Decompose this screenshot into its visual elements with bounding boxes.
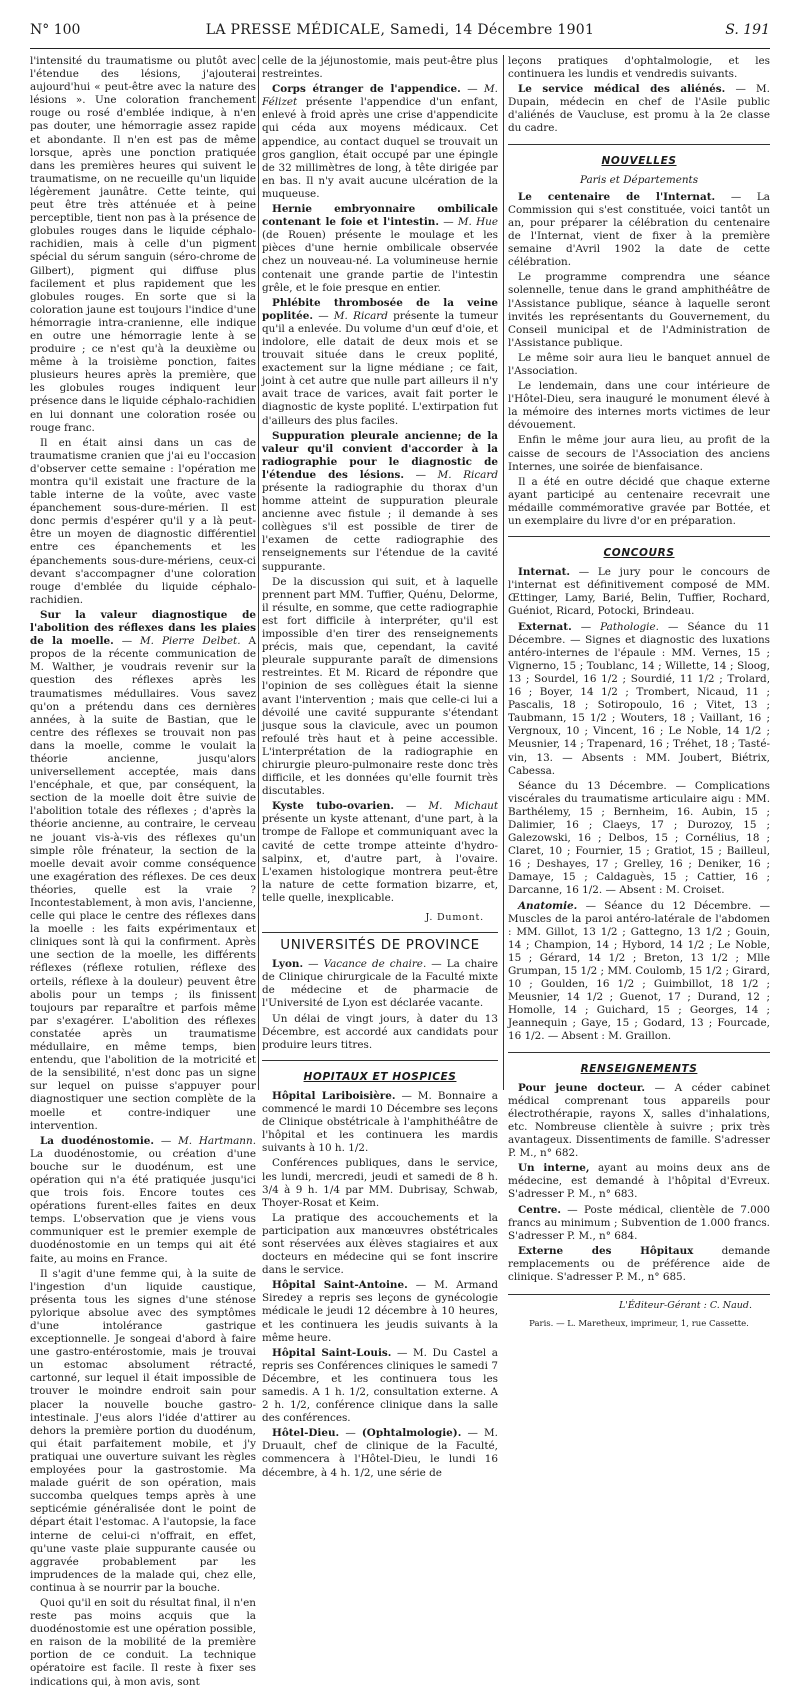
journal-title: LA PRESSE MÉDICALE, Samedi, 14 Décembre 1901 bbox=[205, 22, 595, 38]
section-title-hospitals bbox=[262, 1060, 498, 1084]
section-title-universities: UNIVERSITÉS DE PROVINCE bbox=[280, 937, 480, 954]
article-heading: Suppuration pleurale ancienne; de la valeur qu'il convient d'accorder à la radiographie pour le diagnostic de l'étendue des lésions. bbox=[262, 429, 498, 481]
item-body: M. Du Castel a repris ses Conférences cliniques le samedi 7 Décembre, et les continuera tous les samedis. A 1 h. 1/2, consultation externe. A 2 h. 1/2, conférence clinique dans la salle des conférences. bbox=[262, 1346, 498, 1425]
news-item: Pour jeune docteur. — A céder cabinet médical comprenant tous appareils pour électrothérapie, rayons X, salles d'inhalations, etc. Nombreuse clientèle à suivre ; prix très avantageux. Dissentiments de famille. S'adresser P. M., n° 682. bbox=[508, 1081, 770, 1160]
article-author: M. Ricard bbox=[333, 309, 388, 322]
item-body: M. Druault, chef de clinique de la Faculté, commencera à l'Hôtel-Dieu, le lundi 16 décembre, à 4 h. 1/2, une série de bbox=[262, 1427, 498, 1479]
section-subtitle: Paris et Départements bbox=[579, 173, 699, 186]
column-right bbox=[508, 55, 771, 1330]
column-left bbox=[30, 55, 256, 1688]
footer-rule bbox=[508, 1294, 770, 1295]
section-title-concours bbox=[508, 536, 770, 560]
article-heading: La duodénostomie. bbox=[40, 1134, 155, 1147]
item-body: Poste médical, clientèle de 7.000 francs au minimum ; Subvention de 1.000 francs. S'adresser P. M., n° 684. bbox=[508, 1203, 770, 1242]
article-heading: Corps étranger de l'appendice. bbox=[272, 83, 461, 96]
article-heading: Sur la valeur diagnostique de l'abolition des réflexes dans les plaies de la moelle. bbox=[30, 608, 256, 648]
item-body: M. Dupain, médecin en chef de l'Asile public d'aliénés de Vaucluse, est promu à la 2e classe du cadre. bbox=[508, 83, 770, 135]
news-item: Centre. — Poste médical, clientèle de 7.000 francs au minimum ; Subvention de 1.000 francs. S'adresser P. M., n° 684. bbox=[508, 1203, 770, 1242]
article-body: présente l'appendice d'un enfant, enlevé à froid après une crise d'appendicite qui céda aux moyens médicaux. Cet appendice, au contact duquel se trouvait un gros ganglion, était occupé par une épingle de 32 millimètres de long, à tête dirigée par en bas. Il n'y avait aucune ulcération de la muqueuse. bbox=[262, 96, 498, 200]
item-body: La Commission qui s'est constituée, voici tantôt un an, pour préparer la célébration du centenaire de l'Internat, vient de fixer à la première semaine d'Avril 1902 la date de cette célébration. bbox=[508, 190, 771, 269]
article: Hernie embryonnaire ombilicale contenant le foie et l'intestin. — M. Hue (de Rouen) présente le moulage et les pièces d'une hernie ombilicale observée chez un nouveau-né. La volumineuse hernie contenait une grande partie de l'intestin grêle, et le foie presque en entier. bbox=[262, 203, 498, 294]
item-lead: Hôpital Saint-Antoine. bbox=[272, 1279, 408, 1292]
article: Corps étranger de l'appendice. — M. Félizet présente l'appendice d'un enfant, enlevé à froid après une crise d'appendicite qui céda aux moyens médicaux. Cet appendice, au contact duquel se trouvait un gros ganglion, était occupé par une épingle de 32 millimètres de long, à tête dirigée par en bas. Il n'y avait aucune ulcération de la muqueuse. bbox=[262, 83, 498, 200]
item-body: demande remplacements ou de préférence aide de clinique. S'adresser P. M., n° 685. bbox=[508, 1244, 770, 1283]
article-body: présente la tumeur qu'il a enlevée. Du volume d'un œuf d'oie, et indolore, elle datait de deux mois et se trouvait située dans le creux poplité, exactement sur la ligne médiane ; ce fait, joint à cet autre que nulle part ailleurs il n'y avait trace de varices, avait fait porter le diagnostic de kyste poplité. L'extirpation fut d'ailleurs des plus faciles. bbox=[262, 309, 499, 427]
paragraph: Le programme comprendra une séance solennelle, tenue dans le grand amphithéâtre de l'Assistance publique, séance à laquelle seront invités les représentants du Gouvernement, du Conseil municipal et de l'Administration de l'Assistance publique. bbox=[508, 271, 770, 349]
paragraph: Le même soir aura lieu le banquet annuel de l'Association. bbox=[508, 351, 770, 377]
paragraph: Séance du 13 Décembre. — Complications viscérales du traumatisme articulaire aigu : MM. Barthélemy, 15 ; Bernheim, 16. Aubin, 15 ; Dalimier, 16 ; Claeys, 17 ; Durozoy, 15 ; Galezowski, 16 ; Delbos, 15 ; Cornélius, 18 ; Claret, 10 ; Fournier, 15 ; Gratiot, 15 ; Bailleul, 16 ; Deshayes, 17 ; Grelley, 16 ; Deniker, 16 ; Damaye, 15 ; Caldaguès, 15 ; Cattier, 16 ; Darcanne, 16 1/2. — Absent : M. Croiset. bbox=[508, 779, 770, 897]
item-body: Séance du 11 Décembre. — Signes et diagnostic des luxations antéro-internes de l'épaule : MM. Vernes, 15 ; Vignerno, 15 ; Toublanc, 14 ; Willette, 14 ; Sloog, 13 ; Sourdel, 16 1/2 ; Sourdié, 11 1/2 ; Trolard, 16 ; Boyer, 14 1/2 ; Trombert, Nicaud, 11 ; Pascalis, 18 ; Sotiropoulo, 16 ; Vitet, 13 ; Taubmann, 15 1/2 ; Wouters, 18 ; Vaillant, 16 ; Vergnoux, 10 ; Vincent, 16 ; Le Noble, 14 1/2 ; Meusnier, 14 ; Trapenard, 16 ; Tréhet, 18 ; Tasté-vin, 13. — Absents : MM. Joubert, Biétrix, Cabessa. bbox=[508, 620, 770, 777]
item-body: Séance du 12 Décembre. — Muscles de la paroi antéro-latérale de l'abdomen : MM. Gillot, 13 1/2 ; Gattegno, 13 1/2 ; Gouin, 14 ; Champion, 14 ; Hybord, 14 1/2 ; Le Noble, 15 ; Gérard, 14 1/2 ; Breton, 13 1/2 ; Mlle Grumpan, 15 1/2 ; MM. Coulomb, 15 1/2 ; Girard, 10 ; Goulden, 16 1/2 ; Guimbillot, 18 1/2 ; Meusnier, 14 1/2 ; Guenot, 17 ; Durand, 12 ; Homolle, 14 ; Guichard, 15 ; Georges, 14 ; Jeannequin ; Gaye, 15 ; Godard, 13 ; Fourcade, 16 1/2. — Absent : M. Graillon. bbox=[508, 899, 770, 1043]
item-lead: Hôpital Saint-Louis. bbox=[272, 1346, 392, 1359]
item-body: Le jury pour le concours de l'internat est définitivement composé de MM. Œttinger, Lamy, Barié, Belin, Tuffier, Rochard, Guéniot, Ricard, Potocki, Brindeau. bbox=[508, 566, 770, 618]
article-author: M. Félizet bbox=[262, 83, 498, 109]
news-item: Lyon. — Vacance de chaire. — La chaire de Clinique chirurgicale de la Faculté mixte de médecine et de pharmacie de l'Université de Lyon est déclarée vacante. bbox=[262, 958, 498, 1010]
news-item: Internat. — Le jury pour le concours de l'internat est définitivement composé de MM. Œttinger, Lamy, Barié, Belin, Tuffier, Rochard, Guéniot, Ricard, Potocki, Brindeau. bbox=[508, 566, 770, 618]
paragraph: La pratique des accouchements et la participation aux manœuvres obstétricales sont réservées aux élèves stagiaires et aux docteurs en médecine qui se font inscrire dans le service. bbox=[262, 1211, 498, 1277]
item-lead: Hôtel-Dieu. bbox=[272, 1427, 340, 1440]
item-lead: Externat. bbox=[518, 620, 572, 633]
item-body: La chaire de Clinique chirurgicale de la Faculté mixte de médecine et de pharmacie de l'Université de Lyon est déclarée vacante. bbox=[262, 958, 498, 1010]
news-item bbox=[508, 1162, 770, 1201]
item-body: A céder cabinet médical comprenant tous appareils pour électrothérapie, rayons X, salles d'inhalations, etc. Nombreuse clientèle à suivre ; prix très avantageux. Dissentiments de famille. S'adresser P. M., n° 682. bbox=[508, 1081, 770, 1160]
article-body: A propos de la récente communication de M. Walther, je voudrais revenir sur la question des réflexes après les traumatismes médullaires. Vous savez qu'on a prétendu dans ces dernières années, à la suite de Bastian, que le centre des réflexes se trouvait non pas dans la moelle, comme le voulait la théorie ancienne, jusqu'alors universellement acceptée, mais dans l'encéphale, et que, par conséquent, la section de la moelle doit être suivie de l'abolition totale des réflexes ; d'après la théorie ancienne, au contraire, le cerveau ne jouant vis-à-vis des réflexes qu'un simple rôle frénateur, la section de la moelle devait avoir comme conséquence une exagération des réflexes. De ces deux théories, quelle est la vraie ? Incontestablement, à mon avis, l'ancienne, celle qui place le centre des réflexes dans la moelle : les faits expérimentaux et cliniques sont là qui la confirment. Après une section de la moelle, les différents réflexes (réflexe rotulien, réflexe des orteils, réflexe à la douleur) peuvent être abolis pour un temps ; ils finissent toujours par reparaître et parfois même par s'exagérer. L'abolition des réflexes constatée après un traumatisme médullaire, en même temps, bien entendu, que l'abolition de la motricité et de la sensibilité, n'est donc pas un signe sur lequel on puisse s'appuyer pour diagnostiquer une section complète de la moelle et contre-indiquer une intervention. bbox=[30, 635, 256, 1132]
news-item: Hôpital Lariboisière. — M. Bonnaire a commencé le mardi 10 Décembre ses leçons de Clinique obstétricale à l'amphithéâtre de l'hôpital et les continuera les mardis suivants à 10 h. 1/2. bbox=[262, 1089, 498, 1155]
item-body: ayant au moins deux ans de médecine, est demandé à l'hôpital d'Evreux. S'adresser P. M., n° 683. bbox=[508, 1162, 770, 1201]
article-heading: Phlébite thrombosée de la veine poplitée. bbox=[262, 296, 498, 322]
item-lead: Un interne, bbox=[518, 1162, 590, 1175]
signature: J. Dumont. bbox=[425, 912, 484, 923]
header-rule bbox=[30, 48, 770, 49]
item-subtitle: Pathologie. bbox=[600, 620, 659, 633]
section-rule bbox=[262, 932, 498, 933]
item-lead: Pour jeune docteur. bbox=[518, 1081, 646, 1094]
article-body: présente un kyste attenant, d'une part, à la trompe de Fallope et communiquant avec la cavité de cette trompe atteinte d'hydro-salpinx, et, d'autre part, à l'ovaire. L'examen histologique montrera peut-être la nature de cette formation bizarre, et, telle quelle, inexplicable. bbox=[262, 813, 498, 904]
article: Phlébite thrombosée de la veine poplitée. — M. Ricard présente la tumeur qu'il a enlevée. Du volume d'un œuf d'oie, et indolore, elle datait de deux mois et se trouvait située dans le creux poplité, exactement sur la ligne médiane ; ce fait, joint à cet autre que nulle part ailleurs il n'y avait trace de varices, avait fait porter le diagnostic de kyste poplité. L'extirpation fut d'ailleurs des plus faciles. bbox=[262, 296, 499, 427]
article-body: présente la radiographie du thorax d'un homme atteint de suppuration pleurale ancienne avec fistule ; il demande à ses collègues s'il est possible de tirer de l'examen de cette radiographie des renseignements sur l'étendue de la cavité suppurante. bbox=[262, 482, 498, 573]
section-title-text: CONCOURS bbox=[603, 547, 675, 560]
article-heading: Kyste tubo-ovarien. bbox=[272, 800, 394, 813]
paragraph: Il s'agit d'une femme qui, à la suite de l'ingestion d'un liquide caustique, présenta tous les signes d'une sténose pylorique absolue avec des symptômes d'une intolérance gastrique exceptionnelle. Je songeai d'abord à faire une gastro-entérostomie, mais je trouvai un estomac absolument rétracté, cartonné, sur lequel il était impossible de trouver le moindre endroit sain pour placer la nouvelle bouche gastro-intestinale. J'eus alors l'idée d'attirer au dehors la première portion du duodénum, qui était parfaitement mobile, et j'y pratiquai une ouverture suivant les règles employées pour la gastrostomie. Ma malade guérit de son opération, mais succomba quelques temps après à une septicémie généralisée dont le point de départ était l'estomac. A l'autopsie, la face interne de celui-ci n'offrait, en effet, qu'une vaste plaie suppurante causée ou aggravée probablement par les imprudences de la malade qui, chez elle, continua à se nourrir par la bouche. bbox=[30, 1267, 256, 1594]
editor-credit: L'Éditeur-Gérant : C. Naud. bbox=[618, 1300, 752, 1312]
item-lead: Internat. bbox=[518, 566, 571, 579]
paragraph: Conférences publiques, dans le service, les lundi, mercredi, jeudi et samedi de 8 h. 3/4 à 9 h. 1/4 par MM. Dubrisay, Schwab, Thoyer-Rosat et Keim. bbox=[262, 1157, 498, 1209]
paragraph: Enfin le même jour aura lieu, au profit de la caisse de secours de l'Association des anciens Internes, une soirée de bienfaisance. bbox=[508, 434, 770, 473]
paragraph: leçons pratiques d'ophtalmologie, et les continuera les lundis et vendredis suivants. bbox=[508, 55, 770, 81]
news-item: Hôpital Saint-Antoine. — M. Armand Siredey a repris ses leçons de gynécologie médicale le jeudi 12 décembre à 10 heures, et les continuera les jeudis suivants à la même heure. bbox=[262, 1279, 499, 1344]
paragraph: l'intensité du traumatisme ou plutôt avec l'étendue des lésions, j'ajouterai aujourd'hui « peut-être avec la nature des lésions ». Une coloration franchement rouge ou rosé d'emblée indique, à n'en pas douter, une hémorragie assez rapide et abondante. Il n'en est pas de même lorsque, après une ponction pratiquée dans les premières heures qui suivent le traumatisme, on ne recueille qu'un liquide légèrement jaunâtre. Cette teinte, qui peut être très atténuée et à peine perceptible, tient non pas à la présence de globules rouges dans le liquide céphalo-rachidien, mais à celle d'un pigment spécial du sérum sanguin (séro-chrome de Gilbert), pigment qui diffuse plus facilement et plus rapidement que les globules rouges. En sorte que si la coloration jaune est toujours l'indice d'une hémorragie intra-cranienne, elle indique en outre une hémorragie lente à se produire ; ce n'est qu'à la deuxième ou même à la troisième ponction, faites plusieurs heures après la première, que les globules rouges indiquent leur présence dans le liquide céphalo-rachidien en lui donnant une coloration rosée ou rouge franc. bbox=[30, 55, 256, 434]
news-item: Anatomie. — Séance du 12 Décembre. — Muscles de la paroi antéro-latérale de l'abdomen : MM. Gillot, 13 1/2 ; Gattegno, 13 1/2 ; Gouin, 14 ; Champion, 14 ; Hybord, 14 1/2 ; Le Noble, 15 ; Gérard, 14 1/2 ; Breton, 13 1/2 ; Mlle Grumpan, 15 1/2 ; MM. Coulomb, 15 1/2 ; Girard, 10 ; Goulden, 16 1/2 ; Guimbillot, 18 1/2 ; Meusnier, 14 1/2 ; Guenot, 17 ; Durand, 12 ; Homolle, 14 ; Guichard, 15 ; Georges, 14 ; Jeannequin ; Gaye, 15 ; Godard, 13 ; Fourcade, 16 1/2. — Absent : M. Graillon. bbox=[508, 899, 770, 1043]
article-author: M. Hartmann. bbox=[178, 1134, 256, 1147]
article-heading: Hernie embryonnaire ombilicale contenant le foie et l'intestin. bbox=[262, 203, 498, 229]
article: La duodénostomie. — M. Hartmann. La duodénostomie, ou création d'une bouche sur le duodénum, est une opération qui n'a été pratiquée jusqu'ici que trois fois. Encore toutes ces opérations furent-elles faites en deux temps. L'observation que je viens vous communiquer est le premier exemple de duodénostomie en un temps qui ait été faite, au moins en France. bbox=[30, 1134, 256, 1265]
news-item bbox=[508, 1245, 770, 1284]
item-lead-sub: (Ophtalmologie). bbox=[361, 1427, 462, 1440]
item-body: M. Armand Siredey a repris ses leçons de gynécologie médicale le jeudi 12 décembre à 10 heures, et les continuera les jeudis suivants à la même heure. bbox=[262, 1279, 499, 1344]
news-item: Le service médical des aliénés. — M. Dupain, médecin en chef de l'Asile public d'aliénés de Vaucluse, est promu à la 2e classe du cadre. bbox=[508, 83, 770, 135]
paragraph: celle de la jéjunostomie, mais peut-être plus restreintes. bbox=[262, 55, 498, 81]
article-body: La duodénostomie, ou création d'une bouche sur le duodénum, est une opération qui n'a été pratiquée jusqu'ici que trois fois. Encore toutes ces opérations furent-elles faites en deux temps. L'observation que je viens vous communiquer est le premier exemple de duodénostomie en un temps qui ait été faite, au moins en France. bbox=[30, 1147, 256, 1265]
item-lead: Anatomie. bbox=[518, 899, 578, 912]
item-lead: Le service médical des aliénés. bbox=[518, 83, 726, 96]
section-title-text: NOUVELLES bbox=[601, 154, 677, 167]
item-lead: Externe des Hôpitaux bbox=[518, 1244, 694, 1257]
page-number: S. 191 bbox=[725, 22, 770, 38]
item-lead: Lyon. bbox=[272, 958, 304, 971]
paragraph: Un délai de vingt jours, à dater du 13 Décembre, est accordé aux candidats pour produire leurs titres. bbox=[262, 1012, 498, 1051]
news-item: Hôpital Saint-Louis. — M. Du Castel a repris ses Conférences cliniques le samedi 7 Décembre, et les continuera tous les samedis. A 1 h. 1/2, consultation externe. A 2 h. 1/2, conférence clinique dans la salle des conférences. bbox=[262, 1346, 498, 1425]
article: Sur la valeur diagnostique de l'abolition des réflexes dans les plaies de la moelle. — M. Pierre Delbet. A propos de la récente communication de M. Walther, je voudrais revenir sur la question des réflexes après les traumatismes médullaires. Vous savez qu'on a prétendu dans ces dernières années, à la suite de Bastian, que le centre des réflexes se trouvait non pas dans la moelle, comme le voulait la théorie ancienne, jusqu'alors universellement acceptée, mais dans l'encéphale, et que, par conséquent, la section de la moelle doit être suivie de l'abolition totale des réflexes ; d'après la théorie ancienne, au contraire, le cerveau ne jouant vis-à-vis des réflexes qu'un simple rôle frénateur, la section de la moelle devait avoir comme conséquence une exagération des réflexes. De ces deux théories, quelle est la vraie ? Incontestablement, à mon avis, l'ancienne, celle qui place le centre des réflexes dans la moelle : les faits expérimentaux et cliniques sont là qui la confirment. Après une section de la moelle, les différents réflexes (réflexe rotulien, réflexe des orteils, réflexe à la douleur) peuvent être abolis pour un temps ; ils finissent toujours par reparaître et parfois même par s'exagérer. L'abolition des réflexes constatée après un traumatisme médullaire, en même temps, bien entendu, que l'abolition de la motricité et de la sensibilité, n'est donc pas un signe sur lequel on puisse s'appuyer pour diagnostiquer une section complète de la moelle et contre-indiquer une intervention. bbox=[30, 608, 256, 1132]
printer-credit: Paris. — L. Maretheux, imprimeur, 1, rue Cassette. bbox=[529, 1319, 749, 1330]
paragraph: Quoi qu'il en soit du résultat final, il n'en reste pas moins acquis que la duodénostomie est une opération possible, en raison de la mobilité de la première portion de ce conduit. La technique opératoire est facile. Il reste à fixer ses indications qui, à mon avis, sont bbox=[30, 1596, 256, 1688]
issue-number: N° 100 bbox=[30, 22, 81, 38]
column-divider bbox=[503, 55, 504, 1090]
article-body: (de Rouen) présente le moulage et les pièces d'une hernie ombilicale observée chez un nouveau-né. La volumineuse hernie contenait une grande partie de l'intestin grêle, et le foie presque en entier. bbox=[262, 229, 498, 294]
article: Kyste tubo-ovarien. — M. Michaut présente un kyste attenant, d'une part, à la trompe de Fallope et communiquant avec la cavité de cette trompe atteinte d'hydro-salpinx, et, d'autre part, à l'ovaire. L'examen histologique montrera peut-être la nature de cette formation bizarre, et, telle quelle, inexplicable. bbox=[262, 800, 499, 904]
section-title-text: RENSEIGNEMENTS bbox=[580, 1062, 698, 1075]
section-title-text: HOPITAUX ET HOSPICES bbox=[303, 1070, 457, 1083]
paragraph: Il en était ainsi dans un cas de traumatisme cranien que j'ai eu l'occasion d'observer cette semaine : l'opération me montra qu'il existait une fracture de la table interne de la voûte, avec vaste épanchement sous-dure-mérien. Il est donc permis d'espérer qu'il y a là peut-être un moyen de diagnostic différentiel entre ces épanchements et les épanchements sous-dure-mériens, ceux-ci devant s'accompagner d'une coloration rouge d'emblée du liquide céphalo-rachidien. bbox=[30, 436, 256, 606]
news-item: Externat. — Pathologie. — Séance du 11 Décembre. — Signes et diagnostic des luxations antéro-internes de l'épaule : MM. Vernes, 15 ; Vignerno, 15 ; Toublanc, 14 ; Willette, 14 ; Sloog, 13 ; Sourdel, 16 1/2 ; Sourdié, 11 1/2 ; Trolard, 16 ; Boyer, 14 1/2 ; Trombert, Nicaud, 11 ; Pascalis, 18 ; Sotiropoulo, 16 ; Vitet, 13 ; Taubmann, 15 1/2 ; Wouters, 18 ; Vaillant, 16 ; Vergnoux, 10 ; Vincent, 16 ; Le Noble, 14 1/2 ; Meusnier, 14 ; Trapenard, 16 ; Tréhet, 18 ; Tasté-vin, 13. — Absents : MM. Joubert, Biétrix, Cabessa. bbox=[508, 620, 770, 777]
news-item: Le centenaire de l'Internat. — La Commission qui s'est constituée, voici tantôt un an, pour préparer la célébration du centenaire de l'Internat, vient de fixer à la première semaine d'Avril 1902 la date de cette célébration. bbox=[508, 190, 771, 269]
article: Suppuration pleurale ancienne; de la valeur qu'il convient d'accorder à la radiographie pour le diagnostic de l'étendue des lésions. — M. Ricard présente la radiographie du thorax d'un homme atteint de suppuration pleurale ancienne avec fistule ; il demande à ses collègues s'il est possible de tirer de l'examen de cette radiographie des renseignements sur l'étendue de la cavité suppurante. bbox=[262, 429, 498, 573]
paragraph: De la discussion qui suit, et à laquelle prennent part MM. Tuffier, Quénu, Delorme, il résulte, en somme, que cette radiographie est fort difficile à interpréter, qu'il est impossible d'en tirer des renseignements précis, mais que, cependant, la cavité pleurale suppurante paraît de dimensions restreintes. Et M. Ricard de répondre que l'opinion de ses collègues était la sienne avant l'intervention ; mais que celle-ci lui a dévoilé une cavité suppurante s'étendant jusque sous la clavicule, avec un poumon refoulé très haut et à peine accessible. L'interprétation de la radiographie en chirurgie pleuro-pulmonaire reste donc très difficile, et les données qu'elle fournit très discutables. bbox=[262, 575, 498, 798]
paragraph: Il a été en outre décidé que chaque externe ayant participé au centenaire recevrait une médaille commémorative gravée par Bottée, et un exemplaire du livre d'or en préparation. bbox=[508, 475, 770, 527]
column-middle bbox=[262, 55, 499, 1479]
section-title-nouvelles bbox=[508, 144, 770, 168]
item-lead: Le centenaire de l'Internat. bbox=[518, 190, 716, 203]
section-title-renseignements bbox=[508, 1052, 770, 1076]
article-author: M. Hue bbox=[457, 216, 498, 229]
item-lead: Hôpital Lariboisière. bbox=[272, 1089, 396, 1102]
item-subtitle: Vacance de chaire. bbox=[323, 958, 427, 971]
item-lead: Centre. bbox=[518, 1203, 561, 1216]
column-divider bbox=[258, 55, 259, 1090]
news-item: Hôtel-Dieu. — (Ophtalmologie). — M. Druault, chef de clinique de la Faculté, commencera à l'Hôtel-Dieu, le lundi 16 décembre, à 4 h. 1/2, une série de bbox=[262, 1427, 498, 1479]
article-author: M. Michaut bbox=[428, 800, 499, 813]
article-author: M. Ricard bbox=[437, 468, 498, 481]
page-header bbox=[30, 22, 770, 46]
item-body: M. Bonnaire a commencé le mardi 10 Décembre ses leçons de Clinique obstétricale à l'amphithéâtre de l'hôpital et les continuera les mardis suivants à 10 h. 1/2. bbox=[262, 1089, 498, 1155]
paragraph: Le lendemain, dans une cour intérieure de l'Hôtel-Dieu, sera inauguré le monument élevé à la mémoire des internes morts victimes de leur dévouement. bbox=[508, 380, 770, 432]
article-author: M. Pierre Delbet. bbox=[140, 635, 241, 648]
